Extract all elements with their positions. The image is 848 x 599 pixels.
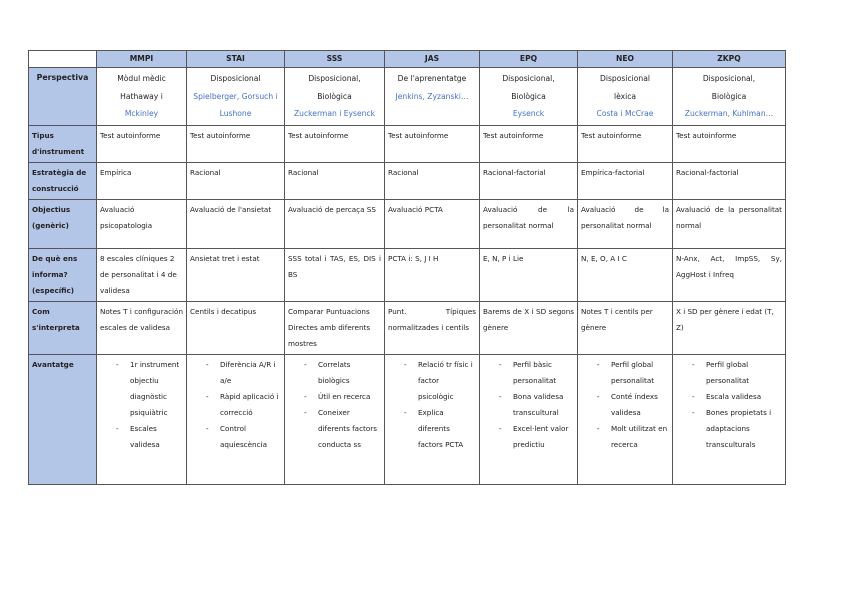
row-estrategia xyxy=(29,162,786,199)
list-item: - Molt utilitzat en recerca xyxy=(597,421,669,453)
cell-objectius: Avaluació psicopatologia xyxy=(97,199,187,248)
cell-perspectiva xyxy=(97,68,187,126)
advantage-list xyxy=(100,357,183,453)
cell-interpreta: Barems de X i SD segons gènere xyxy=(480,301,578,354)
col-header-epq: EPQ xyxy=(480,51,578,68)
cell-interpreta: Centils i decatipus xyxy=(187,301,285,354)
row-label: De què ens informa? (específic) xyxy=(29,248,97,301)
row-label: Objectius (genèric) xyxy=(29,199,97,248)
cell-informa: 8 escales clíniques 2 de personalitat i 4 de validesa xyxy=(97,248,187,301)
row-objectius xyxy=(29,199,786,248)
cell-estrategia: Empírica-factorial xyxy=(578,162,673,199)
cell-interpreta: X i SD per gènere i edat (T, Z) xyxy=(673,301,786,354)
row-informa xyxy=(29,248,786,301)
list-item: - Coneixer diferents factors conducta ss xyxy=(304,405,381,453)
row-label: Estratègia de construcció xyxy=(29,162,97,199)
perspective-type: Biològica xyxy=(511,91,546,101)
perspective-type: Biològica xyxy=(711,91,747,101)
cell-avantatge xyxy=(673,354,786,484)
cell-perspectiva xyxy=(187,68,285,126)
perspective-type: Mòdul mèdic xyxy=(117,74,166,83)
list-item: - Escales validesa xyxy=(116,421,183,453)
row-label: Com s'interpreta xyxy=(29,301,97,354)
cell-perspectiva xyxy=(480,68,578,126)
row-avantatge xyxy=(29,354,786,484)
perspective-author: Spielberger, Gorsuch i Lushone xyxy=(193,91,278,118)
cell-estrategia: Empírica xyxy=(97,162,187,199)
cell-informa: N-Anx, Act, ImpSS, Sy, AggHost i Infreq xyxy=(673,248,786,301)
list-item: - Diferència A/R i a/e xyxy=(206,357,281,389)
list-item: - Control aquiescència xyxy=(206,421,281,453)
perspective-type: De l'aprenentatge xyxy=(397,74,467,83)
cell-informa: E, N, P i Lie xyxy=(480,248,578,301)
list-item: - Escala validesa xyxy=(692,389,782,405)
perspective-type: Biològica xyxy=(317,91,352,101)
cell-perspectiva xyxy=(673,68,786,126)
cell-avantatge xyxy=(578,354,673,484)
col-header-stai: STAI xyxy=(187,51,285,68)
cell-interpreta: Notes T i configuración escales de validesa xyxy=(97,301,187,354)
comparison-table xyxy=(28,50,786,485)
cell-perspectiva xyxy=(385,68,480,126)
cell-objectius: Avaluació de percaça SS xyxy=(285,199,385,248)
header-row xyxy=(29,51,786,68)
cell-informa: Ansietat tret i estat xyxy=(187,248,285,301)
col-header-neo: NEO xyxy=(578,51,673,68)
cell-informa: PCTA i: S, J I H xyxy=(385,248,480,301)
perspective-author: Costa i McCrae xyxy=(596,109,654,118)
cell-objectius: Avaluació de la personalitat normal xyxy=(673,199,786,248)
advantage-list xyxy=(483,357,574,453)
cell-interpreta: Punt. Típiques normalitzades i centils xyxy=(385,301,480,354)
list-item: - Perfil global personalitat xyxy=(597,357,669,389)
cell-avantatge xyxy=(187,354,285,484)
perspective-type: Hathaway i xyxy=(120,91,163,101)
cell-interpreta: Comparar Puntuacions Directes amb diferents mostres xyxy=(285,301,385,354)
cell-tipus: Test autoinforme xyxy=(385,125,480,162)
row-label: Tipus d'instrument xyxy=(29,125,97,162)
list-item: - Relació tr físic i factor psicològic xyxy=(404,357,476,405)
cell-objectius: Avaluació de l'ansietat xyxy=(187,199,285,248)
cell-informa: SSS total i TAS, ES, DIS i BS xyxy=(285,248,385,301)
perspective-author: Eysenck xyxy=(512,109,545,118)
cell-estrategia: Racional xyxy=(285,162,385,199)
cell-estrategia: Racional-factorial xyxy=(673,162,786,199)
row-label: Perspectiva xyxy=(29,68,97,126)
cell-avantatge xyxy=(285,354,385,484)
advantage-list xyxy=(288,357,381,453)
list-item: - Conté índexs validesa xyxy=(597,389,669,421)
list-item: - Bones propietats i adaptacions transculturals xyxy=(692,405,782,453)
list-item: - Perfil global personalitat xyxy=(692,357,782,389)
cell-informa: N, E, O, A I C xyxy=(578,248,673,301)
col-header-zkpq: ZKPQ xyxy=(673,51,786,68)
cell-tipus: Test autoinforme xyxy=(285,125,385,162)
perspective-type: Disposicional xyxy=(210,74,261,83)
list-item: - Útil en recerca xyxy=(304,389,381,405)
row-perspectiva xyxy=(29,68,786,126)
cell-avantatge xyxy=(385,354,480,484)
perspective-type: Disposicional, xyxy=(308,74,361,83)
advantage-list xyxy=(388,357,476,453)
cell-interpreta: Notes T i centils per gènere xyxy=(578,301,673,354)
cell-estrategia: Racional-factorial xyxy=(480,162,578,199)
col-header-jas: JAS xyxy=(385,51,480,68)
list-item: - Correlats biològics xyxy=(304,357,381,389)
cell-estrategia: Racional xyxy=(385,162,480,199)
perspective-type: Disposicional xyxy=(600,74,650,83)
cell-tipus: Test autoinforme xyxy=(187,125,285,162)
row-label: Avantatge xyxy=(29,354,97,484)
cell-objectius: Avaluació PCTA xyxy=(385,199,480,248)
cell-tipus: Test autoinforme xyxy=(480,125,578,162)
cell-tipus: Test autoinforme xyxy=(578,125,673,162)
perspective-type: lèxica xyxy=(613,91,637,101)
cell-perspectiva xyxy=(578,68,673,126)
cell-estrategia: Racional xyxy=(187,162,285,199)
row-tipus xyxy=(29,125,786,162)
list-item: - Perfil bàsic personalitat xyxy=(499,357,574,389)
cell-tipus: Test autoinforme xyxy=(97,125,187,162)
list-item: - Bona validesa transcultural xyxy=(499,389,574,421)
advantage-list xyxy=(190,357,281,453)
perspective-author: Zuckerman i Eysenck xyxy=(293,109,376,118)
perspective-author: Jenkins, Zyzanski… xyxy=(395,91,469,101)
list-item: - 1r instrument objectiu diagnòstic psiquiàtric xyxy=(116,357,183,421)
list-item: - Explica diferents factors PCTA xyxy=(404,405,476,453)
cell-avantatge xyxy=(97,354,187,484)
row-interpreta xyxy=(29,301,786,354)
perspective-type: Disposicional, xyxy=(502,74,555,83)
advantage-list xyxy=(676,357,782,453)
corner-cell xyxy=(29,51,97,68)
list-item: - Excel·lent valor predictiu xyxy=(499,421,574,453)
col-header-mmpi: MMPI xyxy=(97,51,187,68)
cell-avantatge xyxy=(480,354,578,484)
advantage-list xyxy=(581,357,669,453)
perspective-type: Disposicional, xyxy=(702,74,756,83)
col-header-sss: SSS xyxy=(285,51,385,68)
perspective-author: Mckinley xyxy=(124,109,159,118)
cell-perspectiva xyxy=(285,68,385,126)
list-item: - Ràpid aplicació i correcció xyxy=(206,389,281,421)
perspective-author: Zuckerman, Kuhlman… xyxy=(684,109,774,118)
cell-objectius: Avaluació de la personalitat normal xyxy=(480,199,578,248)
cell-tipus: Test autoinforme xyxy=(673,125,786,162)
cell-objectius: Avaluació de la personalitat normal xyxy=(578,199,673,248)
